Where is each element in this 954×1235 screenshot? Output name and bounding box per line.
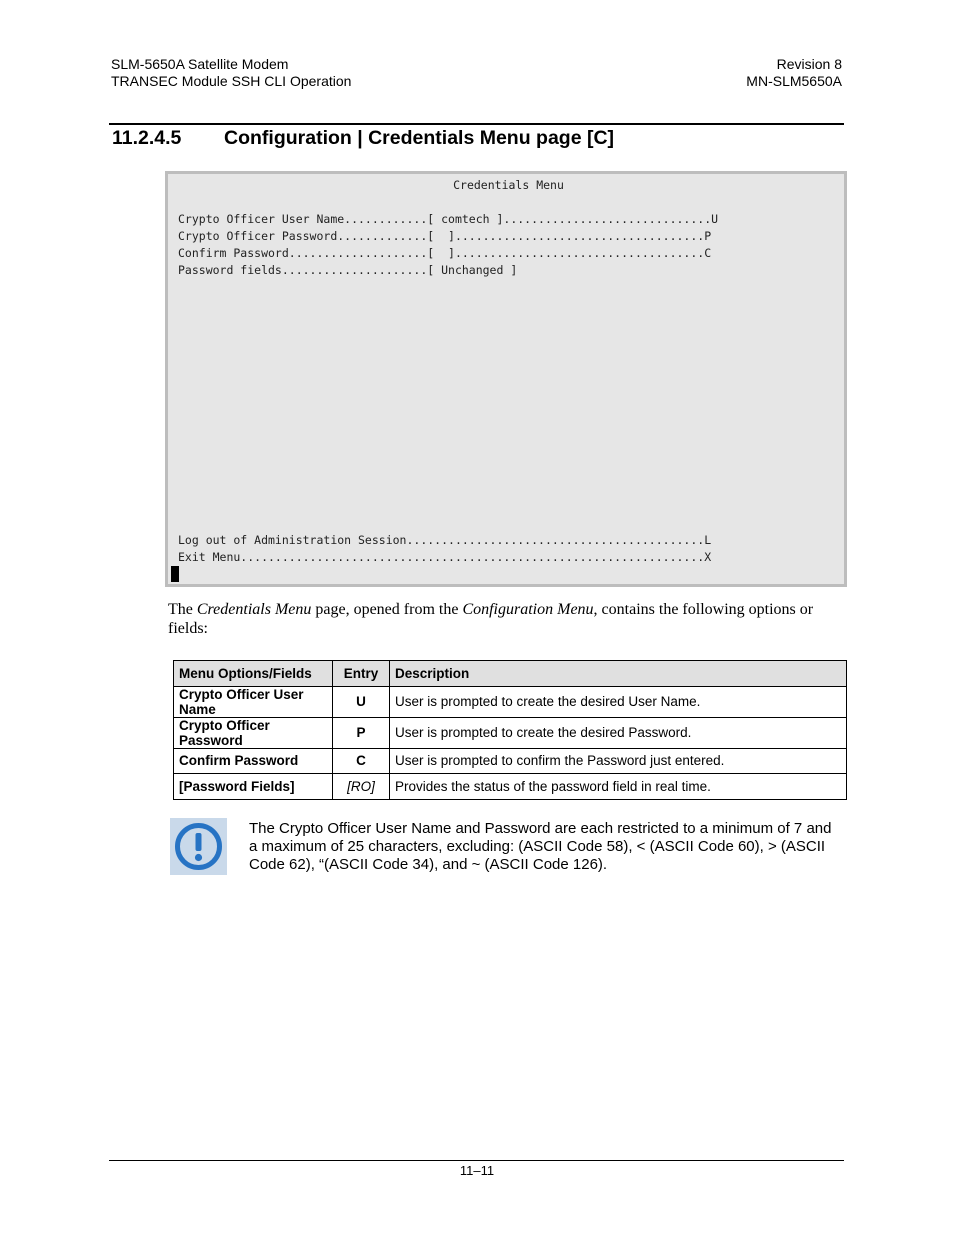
- terminal-line-exit: Exit Menu...................................................................X: [178, 550, 712, 564]
- exclamation-circle-icon: [170, 818, 227, 875]
- terminal-line-password: Crypto Officer Password.............[ ]....................................P: [178, 229, 712, 243]
- page-header-left: [111, 56, 351, 89]
- options-table: [173, 660, 847, 800]
- table-cell-description: User is prompted to confirm the Password just entered.: [390, 748, 847, 774]
- note-text: The Crypto Officer User Name and Password are each restricted to a minimum of 7 and a maximum of 25 characters, excluding: (ASCII Code 58), < (ASCII Code 60), > (ASCII Code 62), “(ASCII Code 34), and ~ (ASCII Code 126).: [249, 820, 832, 873]
- table-header-description: Description: [390, 661, 847, 687]
- intro-text-3: , contains the following options or fields:: [168, 601, 814, 637]
- table-cell-entry: [RO]: [333, 774, 390, 800]
- terminal-line-password-fields: Password fields.....................[ Unchanged ]: [178, 263, 518, 277]
- table-cell-option: Crypto Officer User Name: [174, 686, 333, 717]
- intro-text-1: The: [168, 601, 197, 618]
- terminal-line-logout: Log out of Administration Session...........................................L: [178, 533, 712, 547]
- exclamation-circle-icon-svg: [170, 818, 227, 875]
- table-row: [174, 774, 847, 800]
- header-revision: Revision 8: [776, 56, 842, 72]
- intro-text-2: page, opened from the: [311, 601, 463, 618]
- table-header-row: [174, 661, 847, 687]
- intro-paragraph: [168, 600, 844, 638]
- header-chapter: TRANSEC Module SSH CLI Operation: [111, 72, 352, 89]
- table-row: [174, 686, 847, 717]
- table-cell-entry: U: [333, 686, 390, 717]
- header-product: SLM-5650A Satellite Modem: [111, 56, 289, 72]
- section-number: 11.2.4.5: [112, 127, 182, 149]
- table-cell-entry: C: [333, 748, 390, 774]
- table-cell-entry: P: [333, 717, 390, 748]
- page-number: 11–11: [459, 1163, 495, 1178]
- table-header-option: Menu Options/Fields: [174, 661, 333, 687]
- terminal-line-confirm-password: Confirm Password....................[ ]....................................C: [178, 246, 712, 260]
- table-cell-description: User is prompted to create the desired Password.: [390, 717, 847, 748]
- table-cell-option: Confirm Password: [174, 748, 333, 774]
- intro-emphasis-configuration-menu: Configuration Menu: [462, 601, 594, 618]
- page-header-right: [746, 56, 842, 89]
- terminal-line-user-name: Crypto Officer User Name............[ comtech ]..............................U: [178, 212, 719, 226]
- section-title: Configuration | Credentials Menu page [C]: [224, 127, 615, 149]
- table-row: [174, 717, 847, 748]
- table-cell-description: User is prompted to create the desired User Name.: [390, 686, 847, 717]
- header-doc-number: MN-SLM5650A: [746, 72, 842, 89]
- terminal-title: Credentials Menu: [453, 178, 564, 192]
- header-rule: [109, 123, 844, 125]
- table-cell-option: [Password Fields]: [174, 774, 333, 800]
- terminal-cursor: [171, 566, 179, 582]
- table-cell-option: Crypto Officer Password: [174, 717, 333, 748]
- footer-rule: [109, 1160, 844, 1161]
- section-heading: [112, 127, 614, 150]
- terminal-screenshot: [165, 171, 847, 587]
- intro-emphasis-credentials-menu: Credentials Menu: [196, 601, 312, 618]
- table-header-entry: Entry: [333, 661, 390, 687]
- table-cell-description: Provides the status of the password field in real time.: [390, 774, 847, 800]
- table-row: [174, 748, 847, 774]
